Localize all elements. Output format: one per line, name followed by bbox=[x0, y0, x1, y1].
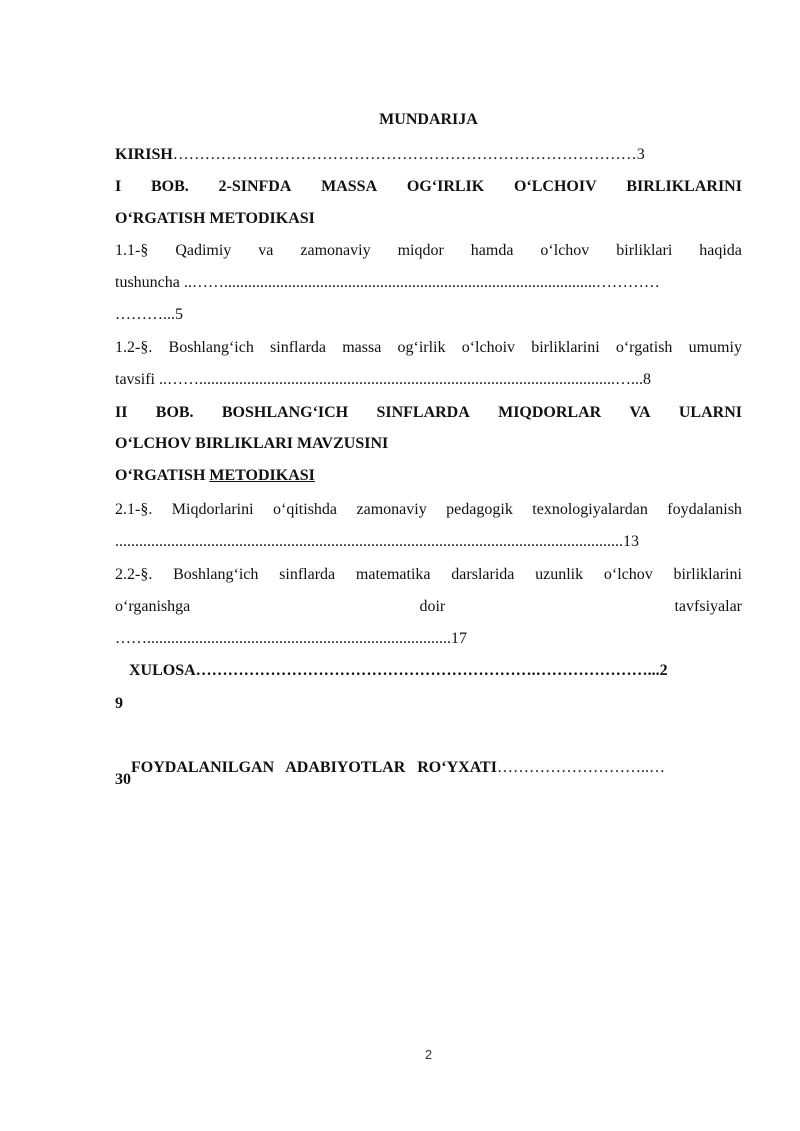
heading-word: BIRLIKLARINI bbox=[626, 178, 742, 195]
heading-word: VA bbox=[629, 404, 651, 421]
heading-word: MASSA bbox=[321, 178, 378, 195]
page-number: 2 bbox=[424, 1047, 433, 1062]
toc-section-2-2-line2 bbox=[115, 597, 742, 617]
heading-word: O‘LCHOIV bbox=[513, 178, 597, 195]
toc-leader-dots: …………………………………………………………………………… bbox=[172, 146, 637, 163]
toc-chapter-2-heading bbox=[115, 403, 742, 423]
heading-word: MIQDORLAR bbox=[498, 404, 602, 421]
section-word: matematika bbox=[355, 566, 431, 583]
section-word: o‘rgatish bbox=[615, 339, 673, 356]
heading-word: BOB. bbox=[155, 404, 194, 421]
section-word: o‘rganishga bbox=[115, 598, 191, 615]
heading-word: ULARNI bbox=[678, 404, 742, 421]
section-word: birliklarini bbox=[531, 339, 600, 356]
section-word: birliklarini bbox=[673, 566, 742, 583]
toc-chapter-1-heading-line2: O‘RGATISH METODIKASI bbox=[115, 210, 315, 227]
heading-word: II bbox=[115, 404, 128, 421]
section-word: o‘qitishda bbox=[273, 501, 338, 518]
toc-chapter-2-heading-line3 bbox=[115, 466, 742, 486]
section-word: Qadimiy bbox=[175, 242, 232, 259]
toc-entry-kirish bbox=[115, 145, 742, 165]
section-word: zamonaviy bbox=[356, 501, 427, 518]
section-word: sinflarda bbox=[270, 339, 327, 356]
page-title: MUNDARIJA bbox=[379, 111, 478, 128]
toc-section-1-2-line2: tavsifi ..……........................................................................................................…...8 bbox=[115, 371, 651, 388]
heading-word: BOSHLANG‘ICH bbox=[221, 404, 349, 421]
toc-entry-bibliography-page: 30 bbox=[115, 771, 131, 788]
section-word: Boshlang‘ich bbox=[173, 566, 259, 583]
toc-label: KIRISH bbox=[115, 146, 173, 163]
section-word: sinflarda bbox=[279, 566, 336, 583]
toc-label: FOYDALANILGAN ADABIYOTLAR RO‘YXATI bbox=[131, 759, 497, 776]
heading-word: 2-SINFDA bbox=[218, 178, 292, 195]
section-word: darslarida bbox=[451, 566, 515, 583]
toc-page-number: 3 bbox=[636, 146, 645, 163]
section-word: o‘lchov bbox=[603, 566, 653, 583]
toc-leader-dots: ………………………..… bbox=[496, 759, 665, 776]
section-word: Miqdorlarini bbox=[171, 501, 254, 518]
toc-section-1-1 bbox=[115, 241, 742, 261]
section-word: o‘lchoiv bbox=[461, 339, 516, 356]
toc-section-2-1-line2: ...............................................................................................................................13 bbox=[115, 533, 639, 550]
section-word: o‘lchov bbox=[540, 242, 590, 259]
section-word: pedagogik bbox=[446, 501, 513, 518]
toc-chapter-2-heading-line2: O‘LCHOV BIRLIKLARI MAVZUSINI bbox=[115, 435, 389, 452]
toc-entry-xulosa-page: 9 bbox=[115, 695, 123, 712]
section-word: haqida bbox=[699, 242, 742, 259]
toc-section-2-1 bbox=[115, 500, 742, 520]
toc-section-2-2 bbox=[115, 565, 742, 585]
section-word: 1.2-§. bbox=[115, 339, 153, 356]
heading-word: BOB. bbox=[150, 178, 189, 195]
section-word: doir bbox=[419, 598, 446, 615]
heading-underlined-text: METODIKASI bbox=[209, 467, 315, 484]
section-word: hamda bbox=[470, 242, 514, 259]
section-word: uzunlik bbox=[535, 566, 584, 583]
toc-chapter-1-heading bbox=[115, 177, 742, 197]
toc-section-1-1-line3: ………...5 bbox=[115, 306, 183, 323]
section-word: texnologiyalardan bbox=[532, 501, 648, 518]
section-word: foydalanish bbox=[667, 501, 742, 518]
toc-entry-xulosa: XULOSA……………………………………………………….…………………...2 bbox=[129, 662, 668, 679]
heading-word: OG‘IRLIK bbox=[406, 178, 485, 195]
section-word: 2.2-§. bbox=[115, 566, 153, 583]
section-word: birliklari bbox=[616, 242, 673, 259]
section-word: Boshlang‘ich bbox=[168, 339, 254, 356]
heading-word: SINFLARDA bbox=[376, 404, 470, 421]
section-word: 2.1-§. bbox=[115, 501, 153, 518]
section-word: miqdor bbox=[397, 242, 444, 259]
section-word: zamonaviy bbox=[300, 242, 371, 259]
section-word: 1.1-§ bbox=[115, 242, 149, 259]
toc-section-1-2 bbox=[115, 338, 742, 358]
section-word: va bbox=[258, 242, 274, 259]
section-word: og‘irlik bbox=[397, 339, 446, 356]
toc-section-1-1-line2: tushuncha ..…….............................................................................................………… bbox=[115, 274, 660, 291]
heading-text: O‘RGATISH bbox=[115, 467, 210, 484]
section-word: massa bbox=[342, 339, 382, 356]
section-word: umumiy bbox=[688, 339, 742, 356]
heading-word: I bbox=[115, 178, 122, 195]
toc-section-2-2-line3: ……............................................................................17 bbox=[115, 630, 467, 647]
section-word: tavfsiyalar bbox=[674, 598, 742, 615]
